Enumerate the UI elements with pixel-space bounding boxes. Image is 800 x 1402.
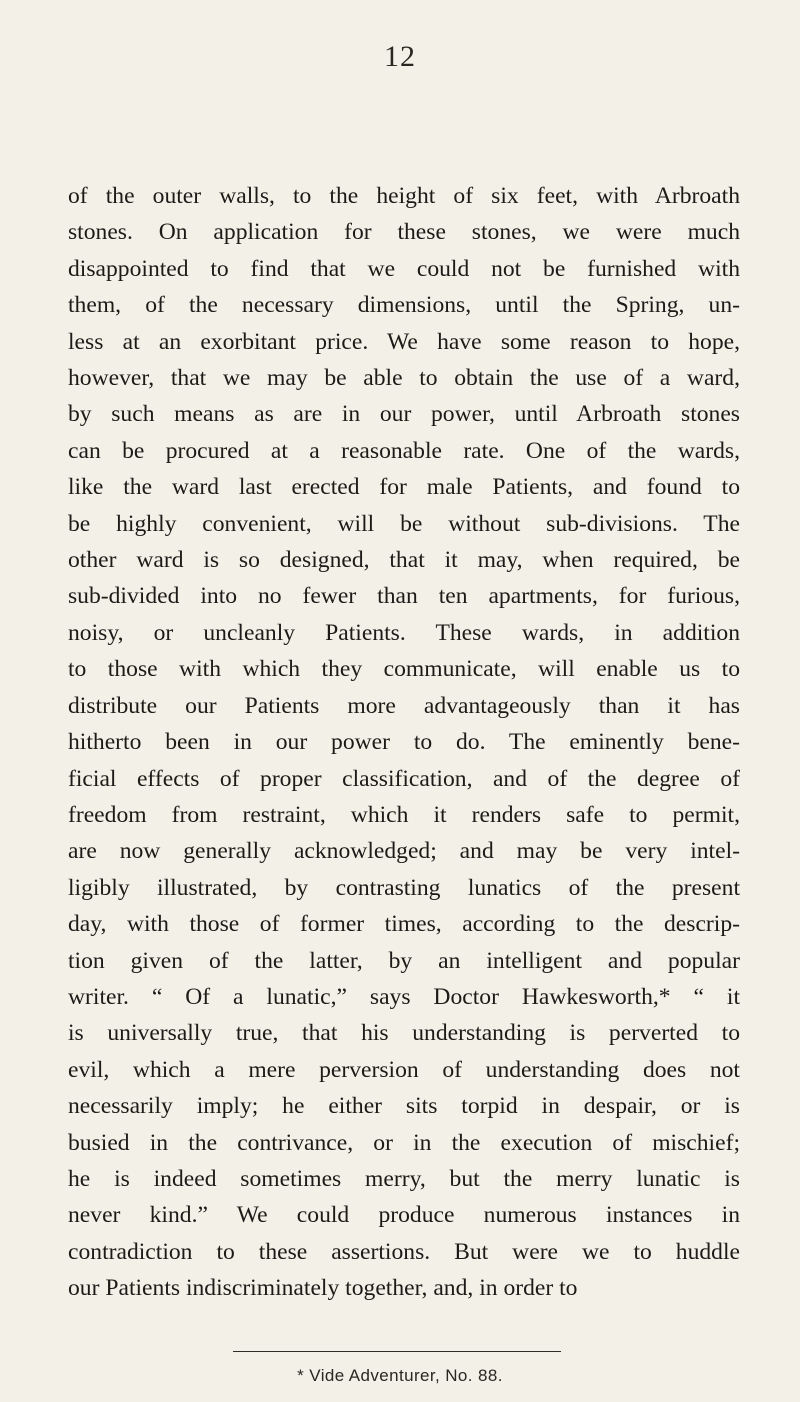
text-line: hitherto been in our power to do. The eminently bene- (68, 729, 740, 756)
text-line: other ward is so designed, that it may, when required, be (68, 547, 740, 574)
text-line: busied in the contrivance, or in the execution of mischief; (68, 1129, 740, 1156)
text-line: stones. On application for these stones, we were much (68, 219, 740, 246)
text-line: less at an exorbitant price. We have some reason to hope, (68, 328, 740, 355)
text-line: by such means as are in our power, until Arbroath stones (68, 401, 740, 428)
body-text (68, 178, 740, 1307)
text-line: necessarily imply; he either sits torpid in despair, or is (68, 1093, 740, 1120)
text-line: ligibly illustrated, by contrasting lunatics of the present (68, 874, 740, 901)
footnote-rule (233, 1351, 561, 1352)
text-line: to those with which they communicate, will enable us to (68, 656, 740, 683)
text-line: of the outer walls, to the height of six feet, with Arbroath (68, 183, 740, 209)
text-line: he is indeed sometimes merry, but the merry lunatic is (68, 1165, 740, 1192)
page-number: 12 (384, 40, 416, 73)
footnote: * Vide Adventurer, No. 88. (297, 1366, 503, 1385)
text-line: however, that we may be able to obtain the use of a ward, (68, 365, 740, 392)
text-line: disappointed to find that we could not be furnished with (68, 255, 740, 282)
text-line: them, of the necessary dimensions, until the Spring, un- (68, 292, 740, 319)
text-line: evil, which a mere perversion of understanding does not (68, 1056, 740, 1083)
text-line: tion given of the latter, by an intelligent and popular (68, 947, 740, 974)
text-line: can be procured at a reasonable rate. One of the wards, (68, 437, 740, 464)
text-line: writer. “ Of a lunatic,” says Doctor Hawkesworth,* “ it (68, 983, 740, 1010)
text-line: ficial effects of proper classification, and of the degree of (68, 765, 740, 792)
text-line: freedom from restraint, which it renders safe to permit, (68, 801, 740, 828)
text-line: like the ward last erected for male Patients, and found to (68, 474, 740, 501)
text-line: day, with those of former times, according to the descrip- (68, 911, 740, 938)
text-line: noisy, or uncleanly Patients. These wards, in addition (68, 619, 740, 646)
text-line: never kind.” We could produce numerous instances in (68, 1202, 740, 1229)
text-line: are now generally acknowledged; and may be very intel- (68, 838, 740, 865)
text-line: our Patients indiscriminately together, and, in order to (68, 1275, 578, 1302)
text-line: be highly convenient, will be without sub-divisions. The (68, 510, 740, 537)
text-line: distribute our Patients more advantageously than it has (68, 692, 740, 719)
text-line: contradiction to these assertions. But were we to huddle (68, 1238, 740, 1265)
text-line: sub-divided into no fewer than ten apartments, for furious, (68, 583, 740, 610)
text-line: is universally true, that his understanding is perverted to (68, 1020, 740, 1047)
